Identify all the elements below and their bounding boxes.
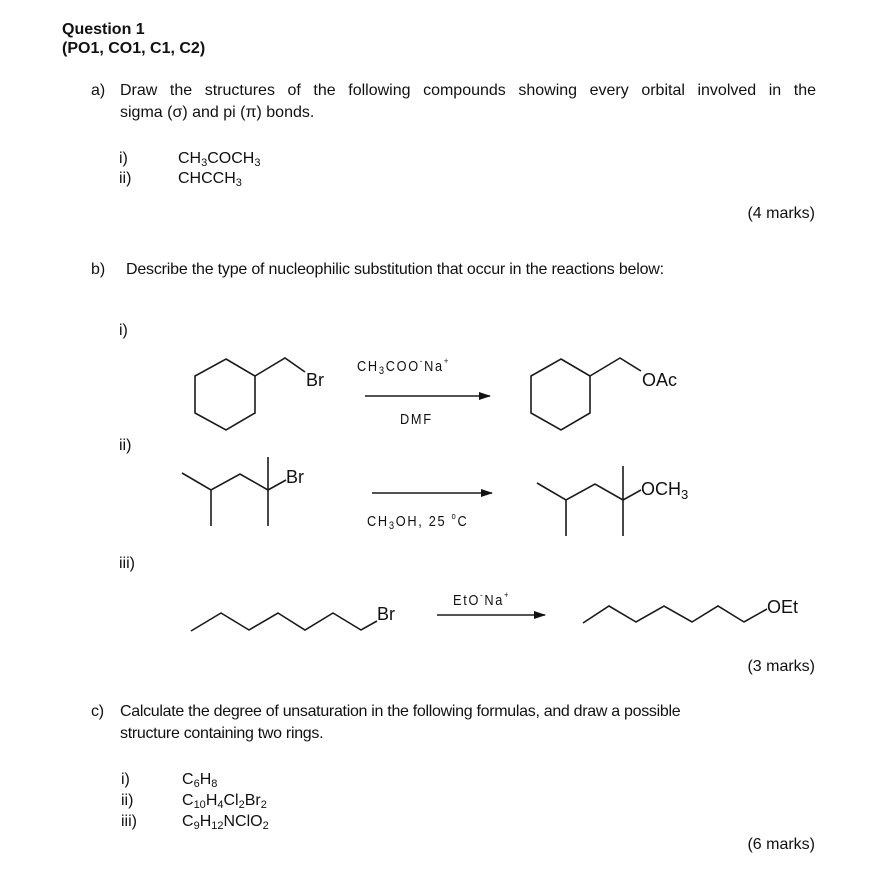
product-group-label: OAc [642, 370, 678, 390]
part-b-marks: (3 marks) [747, 658, 815, 675]
reagent-above: $CH_3COO^-Na^+$ [357, 356, 451, 377]
part-c-item-label: iii) [121, 813, 137, 830]
part-c-item-label: i) [121, 771, 130, 788]
part-a-item-formula: $CHCCH_3$ [178, 170, 242, 189]
part-b-text: Describe the type of nucleophilic substitution that occur in the reactions below: [126, 261, 664, 278]
part-c-label: c) [91, 703, 104, 720]
reaction-label: i) [119, 322, 128, 339]
tertiary-ether-structure [537, 466, 641, 536]
heptyl-bromide-structure [191, 613, 377, 631]
part-a-text-line2: sigma (σ) and pi (π) bonds. [120, 104, 315, 121]
reaction-label: ii) [119, 437, 132, 454]
part-a-label: a) [91, 82, 106, 99]
reaction-label: iii) [119, 555, 135, 572]
part-c-text-line2: structure containing two rings. [120, 725, 324, 742]
part-c-item-label: ii) [121, 792, 134, 809]
question-outcomes: (PO1, CO1, C1, C2) [62, 40, 206, 57]
part-a-item-label: ii) [119, 170, 132, 187]
reactant-group-label: Br [306, 370, 324, 390]
reagent-below: DMF [400, 411, 433, 428]
question-title: Question 1 [62, 21, 145, 38]
part-a-text-line1: Draw the structures of the following compounds showing every orbital involved in the [120, 82, 816, 99]
part-a-marks: (4 marks) [747, 205, 815, 222]
cyclohexylmethyl-acetate-structure [531, 358, 641, 430]
reactant-group-label: Br [286, 467, 304, 487]
part-c-item-formula: $C_6H_8$ [182, 771, 218, 790]
part-c-text-line1: Calculate the degree of unsaturation in the following formulas, and draw a possible [120, 703, 681, 720]
part-c-item-formula: $C_{10}H_4Cl_2Br_2$ [182, 792, 267, 811]
product-group-label: OEt [767, 597, 799, 617]
part-b-label: b) [91, 261, 106, 278]
part-c-marks: (6 marks) [747, 836, 815, 853]
tertiary-bromide-structure [182, 457, 286, 526]
cyclohexylmethyl-bromide-structure [195, 358, 305, 430]
part-a-item-label: i) [119, 150, 128, 167]
reagent-above: EtO-Na+ [453, 590, 511, 609]
part-a-item-formula: $CH_3COCH_3$ [178, 150, 261, 169]
part-c-item-formula: $C_9H_{12}NClO_2$ [182, 813, 269, 832]
reactant-group-label: Br [377, 604, 395, 624]
reagent-below: $CH_3OH$, 25 $^o$C [367, 511, 469, 532]
product-group-label: $OCH_3$ [641, 479, 689, 502]
heptyl-ethyl-ether-structure [583, 606, 767, 623]
